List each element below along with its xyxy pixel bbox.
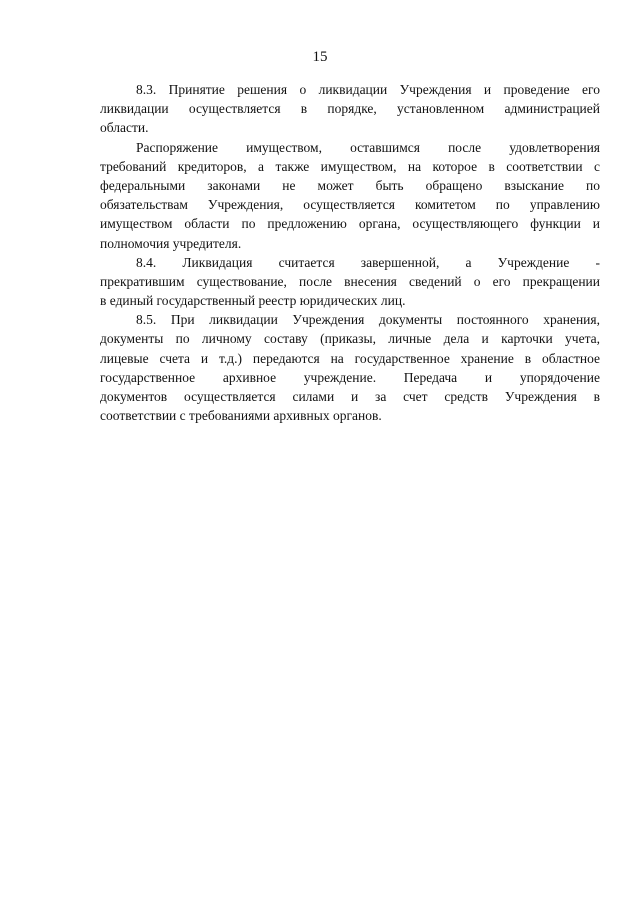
paragraph-8-4: [100, 253, 600, 311]
text-line: 8.4. Ликвидация считается завершенной, а Учреждение -: [136, 254, 600, 270]
text-line: в единый государственный реестр юридических лиц.: [100, 293, 406, 309]
text-line: требований кредиторов, а также имуществом, на которое в соответствии с: [100, 158, 600, 174]
text-line: 8.5. При ликвидации Учреждения документы постоянного хранения,: [136, 312, 600, 328]
text-line: полномочия учредителя.: [100, 235, 242, 251]
text-line: обязательствам Учреждения, осуществляется комитетом по управлению: [100, 197, 600, 213]
text-line: государственное архивное учреждение. Передача и упорядочение: [100, 369, 600, 385]
document-body: [100, 80, 600, 425]
text-line: документы по личному составу (приказы, личные дела и карточки учета,: [100, 331, 600, 347]
paragraph-8-3: [100, 80, 600, 138]
text-line: лицевые счета и т.д.) передаются на государственное хранение в областное: [100, 350, 600, 366]
text-line: ликвидации осуществляется в порядке, установленном администрацией: [100, 101, 600, 117]
text-line: имуществом области по предложению органа, осуществляющего функции и: [100, 216, 600, 232]
text-line: федеральными законами не может быть обращено взыскание по: [100, 177, 600, 193]
paragraph-property: [100, 138, 600, 253]
text-line: Распоряжение имуществом, оставшимся после удовлетворения: [136, 139, 600, 155]
text-line: документов осуществляется силами и за счет средств Учреждения в: [100, 389, 600, 404]
text-line: области.: [100, 120, 149, 136]
text-line: прекратившим существование, после внесения сведений о его прекращении: [100, 273, 600, 289]
text-line: 8.3. Принятие решения о ликвидации Учреждения и проведение его: [136, 82, 600, 97]
paragraph-8-5: [100, 310, 600, 425]
page-number: 15: [312, 49, 328, 65]
text-line: соответствии с требованиями архивных органов.: [100, 408, 382, 424]
